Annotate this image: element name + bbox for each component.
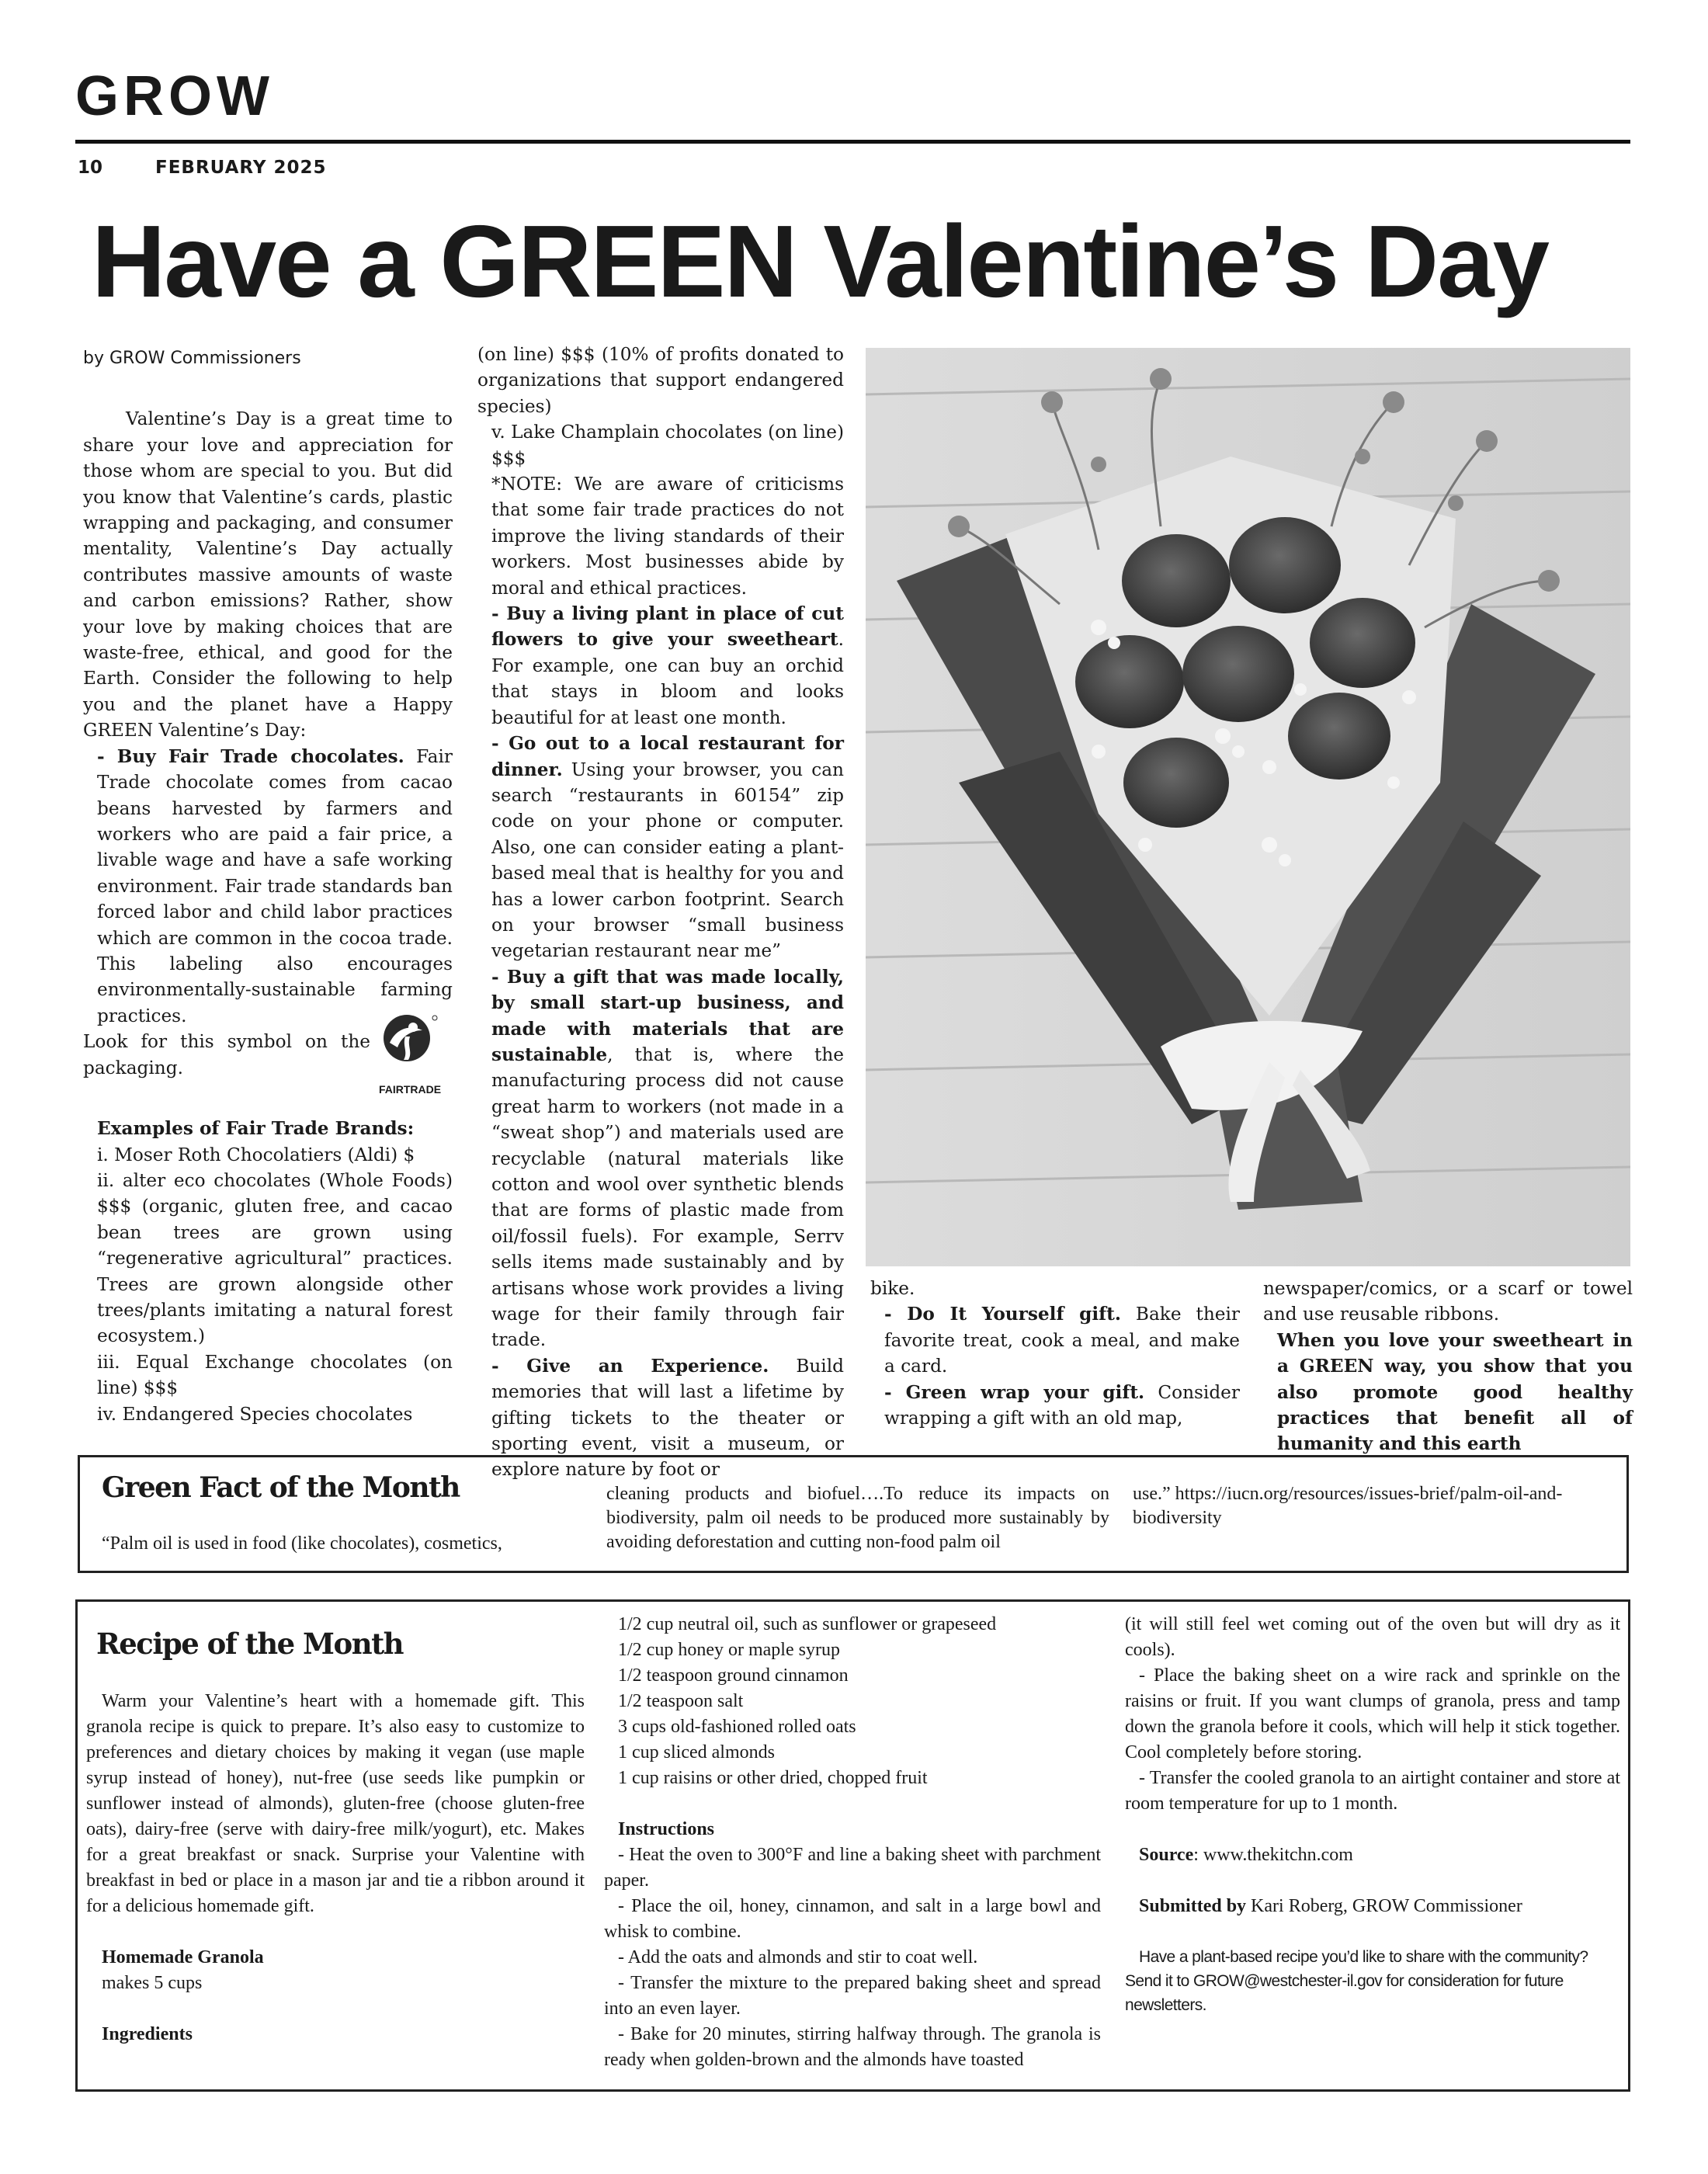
fairtrade-logo: [375, 1012, 445, 1103]
brand-item: iv. Endangered Species chocolates: [97, 1403, 413, 1425]
recipe-submitted-by: Submitted by Kari Roberg, GROW Commissioner: [1139, 1896, 1522, 1916]
instruction-step: - Heat the oven to 300°F and line a baking sheet with parchment paper.: [604, 1845, 1101, 1891]
tip-local-restaurant: - Go out to a local restaurant for dinner. Using your browser, you can search “restaurants in 60154” zip code on your phone or computer. Also, one can consider eating a plant-based meal that is healthy for you and has a lower carbon footprint. Search on your browser “small business vegetarian restaurant near me”: [491, 733, 844, 962]
tip-local-gift: - Buy a gift that was made locally, by small start-up business, and made with materials that are sustainable, that is, where the manufacturing process did not cause great harm to workers (not made in a “sweat shop”) and materials used are recyclable (natural materials like cotton and wool over synthetic blends that are forms of plastic made from oil/fossil fuels). For example, Serrv sells items made sustainably and by artisans whose work provides a living wage for their family through fair trade.: [491, 966, 844, 1351]
ingredient-item: 1 cup sliced almonds: [618, 1742, 775, 1762]
article-column-3: [870, 1276, 1240, 1431]
recipe-box: [75, 1599, 1630, 2092]
instruction-step: - Transfer the mixture to the prepared baking sheet and spread into an even layer.: [604, 1973, 1101, 2019]
instructions-heading: Instructions: [618, 1819, 715, 1839]
instruction-step: - Add the oats and almonds and stir to coat well.: [618, 1947, 978, 1967]
fairtrade-label: FAIRTRADE: [378, 1082, 442, 1096]
bouquet-image: [866, 348, 1630, 1266]
recipe-title: Recipe of the Month: [96, 1627, 404, 1661]
green-fact-box: [78, 1455, 1629, 1573]
instruction-step: - Place the oil, honey, cinnamon, and salt in a large bowl and whisk to combine.: [604, 1896, 1101, 1942]
section-title: GROW: [75, 65, 274, 127]
ingredient-item: 1/2 teaspoon ground cinnamon: [618, 1665, 849, 1686]
recipe-column-1: [86, 1689, 585, 2047]
tip-experience: - Give an Experience. Build memories that will last a lifetime by gifting tickets to the theater or sporting event, visit a museum, or explore nature by foot or: [491, 1355, 844, 1481]
ingredient-item: 1/2 cup neutral oil, such as sunflower or grapeseed: [618, 1614, 997, 1634]
ingredient-item: 3 cups old-fashioned rolled oats: [618, 1717, 856, 1737]
tip-diy: - Do It Yourself gift. Bake their favorite treat, cook a meal, and make a card.: [884, 1304, 1240, 1377]
recipe-yield: makes 5 cups: [102, 1973, 203, 1993]
masthead-rule: [75, 140, 1630, 144]
brand-item-cont: (on line) $$$ (10% of profits donated to organizations that support endangered species): [477, 344, 844, 417]
instruction-step: - Bake for 20 minutes, stirring halfway through. The granola is ready when golden-brown and the almonds have toasted: [604, 2024, 1101, 2070]
brand-item: iii. Equal Exchange chocolates (on line) $$$: [97, 1351, 453, 1399]
fair-trade-note: *NOTE: We are aware of criticisms that some fair trade practices do not improve the living standards of their workers. Most businesses abide by moral and ethical practices.: [491, 474, 844, 599]
brand-item: ii. alter eco chocolates (Whole Foods) $$$ (organic, gluten free, and cacao bean trees are grown using “regenerative agricultural” practices. Trees are grown alongside other trees/plants imitating a natural forest ecosystem.): [97, 1169, 453, 1347]
fair-trade-look-for: Look for this symbol on the packaging.: [83, 1031, 370, 1078]
brand-item: v. Lake Champlain chocolates (on line) $$$: [491, 422, 844, 469]
tip-green-wrap: - Green wrap your gift. Consider wrapping a gift with an old map,: [884, 1381, 1240, 1429]
recipe-submission-note: Have a plant-based recipe you’d like to share with the community? Send it to GROW@westchester-il.gov for consideration for future newsletters.: [1125, 1948, 1588, 2014]
ingredient-item: 1/2 cup honey or maple syrup: [618, 1640, 840, 1660]
recipe-intro: Warm your Valentine’s heart with a homemade gift. This granola recipe is quick to prepare. It’s also easy to customize to preferences and dietary choices by making it vegan (use maple syrup instead of honey), nut-free (use seeds like pumpkin or sunflower instead of almonds), gluten-free (choose gluten-free oats), dairy-free (serve with dairy-free milk/yogurt), etc. Makes for a great breakfast or snack. Surprise your Valentine with breakfast in bed or place in a mason jar and tie a ribbon around it for a delicious homemade gift.: [86, 1691, 585, 1916]
recipe-column-3: [1125, 1612, 1620, 2017]
green-fact-text: use.” https://iucn.org/resources/issues-brief/palm-oil-and-biodiversity: [1133, 1484, 1563, 1528]
green-fact-text: cleaning products and biofuel….To reduce its impacts on biodiversity, palm oil needs to be produced more sustainably by avoiding deforestation and cutting non-food palm oil: [606, 1484, 1109, 1552]
fairtrade-mark-icon: [379, 1012, 441, 1068]
issue-date: FEBRUARY 2025: [155, 158, 327, 178]
tip-lead: - Buy Fair Trade chocolates.: [97, 745, 404, 767]
tip-experience-cont: bike.: [870, 1278, 915, 1299]
byline: by GROW Commissioners: [83, 349, 301, 368]
tip-living-plant: - Buy a living plant in place of cut flowers to give your sweetheart. For example, one can buy an orchid that stays in bloom and looks beautiful for at least one month.: [491, 603, 844, 728]
instruction-step-cont: (it will still feel wet coming out of the oven but will dry as it cools).: [1125, 1614, 1620, 1660]
ingredient-item: 1/2 teaspoon salt: [618, 1691, 744, 1711]
tip-green-wrap-cont: newspaper/comics, or a scarf or towel and use reusable ribbons.: [1263, 1278, 1633, 1325]
article-column-1: [83, 346, 453, 1427]
recipe-column-2: [604, 1612, 1101, 2073]
brands-heading: Examples of Fair Trade Brands:: [97, 1118, 415, 1140]
instruction-step: - Transfer the cooled granola to an airtight container and store at room temperature for up to 1 month.: [1125, 1768, 1620, 1814]
page-number: 10: [78, 158, 103, 178]
recipe-source: Source: www.thekitchn.com: [1139, 1845, 1353, 1865]
intro-paragraph: Valentine’s Day is a great time to share your love and appreciation for those whom are special to you. But did you know that Valentine’s cards, plastic wrapping and packaging, and consumer mentality, Valentine’s Day actually contributes massive amounts of waste and carbon emissions? Rather, show your love by making choices that are waste-free, ethical, and good for the Earth. Consider the following to help you and the planet have a Happy GREEN Valentine’s Day:: [83, 408, 453, 741]
ingredient-item: 1 cup raisins or other dried, chopped fruit: [618, 1768, 928, 1788]
tip-fair-trade: [83, 744, 453, 1029]
ingredients-heading: Ingredients: [102, 2024, 193, 2044]
bouquet-photo: [866, 348, 1630, 1266]
closing-statement: When you love your sweetheart in a GREEN way, you show that you also promote good healthy practices that benefit all of humanity and this earth: [1277, 1329, 1633, 1455]
instruction-step: - Place the baking sheet on a wire rack and sprinkle on the raisins or fruit. If you want clumps of granola, press and tamp down the granola before it cools, which will help it stick together. Cool completely before storing.: [1125, 1665, 1620, 1762]
headline: Have a GREEN Valentine’s Day: [92, 204, 1548, 318]
green-fact-text: “Palm oil is used in food (like chocolates), cosmetics,: [102, 1533, 502, 1554]
brand-item: i. Moser Roth Chocolatiers (Aldi) $: [97, 1144, 415, 1165]
green-fact-title: Green Fact of the Month: [102, 1471, 460, 1504]
recipe-name: Homemade Granola: [102, 1947, 264, 1967]
article-column-4: [1263, 1276, 1633, 1457]
tip-body: Fair Trade chocolate comes from cacao beans harvested by farmers and workers who are paid a fair price, a livable wage and have a safe working environment. Fair trade standards ban forced labor and child labor practices which are common in the cocoa trade. This labeling also encourages environmentally-sustainable farming practices.: [97, 745, 453, 1026]
article-column-2: [477, 342, 844, 1483]
